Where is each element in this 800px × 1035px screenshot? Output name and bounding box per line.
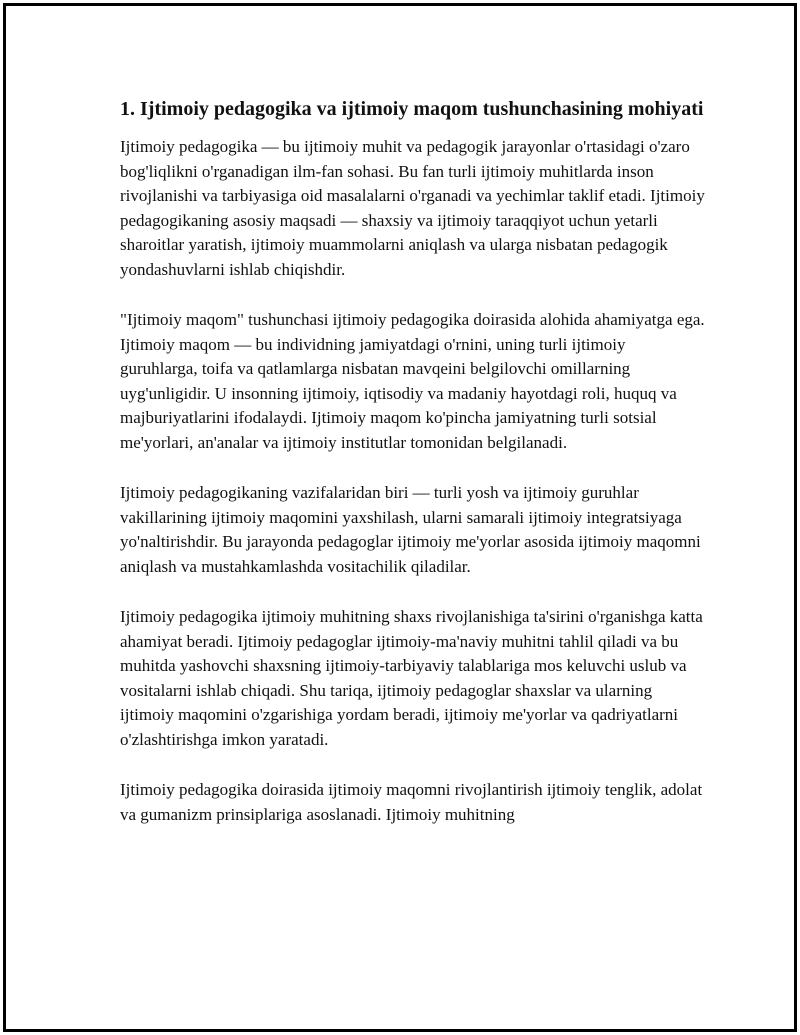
document-body — [120, 96, 706, 853]
paragraph-2: "Ijtimoiy maqom" tushunchasi ijtimoiy pedagogika doirasida alohida ahamiyatga ega. Ijtimoiy maqom — bu individning jamiyatdagi o'rnini, uning turli ijtimoiy guruhlarga, toifa va qatlamlarga nisbatan mavqeini belgilovchi omillarning uyg'unligidir. U insonning ijtimoiy, iqtisodiy va madaniy hayotdagi roli, huquq va majburiyatlarini ifodalaydi. Ijtimoiy maqom ko'pincha jamiyatning turli sotsial me'yorlari, an'analar va ijtimoiy institutlar tomonidan belgilanadi. — [120, 310, 705, 452]
paragraph-3: Ijtimoiy pedagogikaning vazifalaridan biri — turli yosh va ijtimoiy guruhlar vakillarining ijtimoiy maqomini yaxshilash, ularni samarali ijtimoiy integratsiyaga yo'naltirishdir. Bu jarayonda pedagoglar ijtimoiy me'yorlar asosida ijtimoiy maqomni aniqlash va mustahkamlashda vositachilik qiladilar. — [120, 483, 701, 576]
paragraph-5: Ijtimoiy pedagogika doirasida ijtimoiy maqomni rivojlantirish ijtimoiy tenglik, adolat va gumanizm prinsiplariga asoslanadi. Ijtimoiy muhitning — [120, 780, 703, 824]
page-frame — [3, 3, 797, 1032]
paragraph-1: Ijtimoiy pedagogika — bu ijtimoiy muhit va pedagogik jarayonlar o'rtasidagi o'zaro bog'liqlikni o'rganadigan ilm-fan sohasi. Bu fan turli ijtimoiy muhitlarda inson rivojlanishi va tarbiyasiga oid masalalarni o'rganadi va yechimlar taklif etadi. Ijtimoiy pedagogikaning asosiy maqsadi — shaxsiy va ijtimoiy taraqqiyot uchun yetarli sharoitlar yaratish, ijtimoiy muammolarni aniqlash va ularga nisbatan pedagogik yondashuvlarni ishlab chiqishdir. — [120, 137, 705, 279]
paragraph-4: Ijtimoiy pedagogika ijtimoiy muhitning shaxs rivojlanishiga ta'sirini o'rganishga katta ahamiyat beradi. Ijtimoiy pedagoglar ijtimoiy-ma'naviy muhitni tahlil qiladi va bu muhitda yashovchi shaxsning ijtimoiy-tarbiyaviy talablariga mos keluvchi uslub va vositalarni ishlab chiqadi. Shu tariqa, ijtimoiy pedagoglar shaxslar va ularning ijtimoiy maqomini o'zgarishiga yordam beradi, ijtimoiy me'yorlar va qadriyatlarni o'zlashtirishga imkon yaratadi. — [120, 607, 703, 749]
section-title: 1. Ijtimoiy pedagogika va ijtimoiy maqom tushunchasining mohiyati — [120, 98, 704, 120]
